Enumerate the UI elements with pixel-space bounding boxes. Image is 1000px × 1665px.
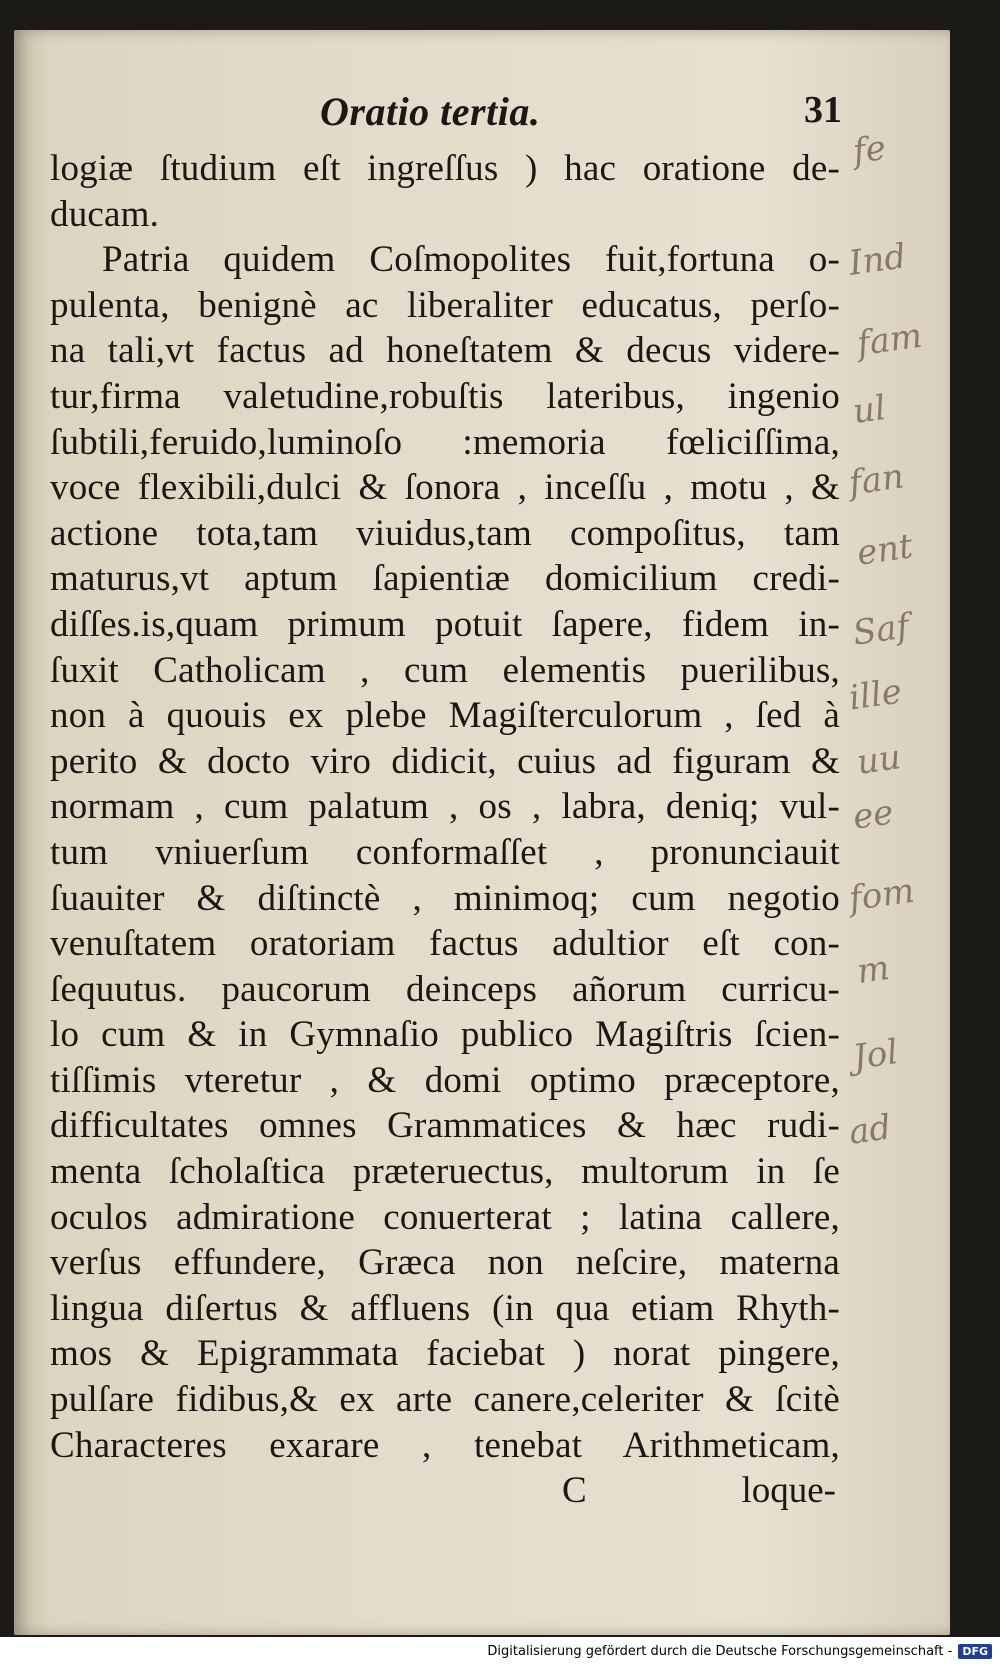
book-page (14, 30, 950, 1635)
marginal-note: fam (854, 315, 925, 365)
text-line: verſus effundere, Græca non neſcire, materna (50, 1242, 840, 1284)
text-line: tum vniuerſum conformaſſet , pronunciauit (50, 831, 840, 873)
marginal-note: ent (854, 526, 916, 574)
text-line: oculos admiratione conuerterat ; latina callere, (50, 1196, 840, 1238)
marginal-note: ille (846, 671, 905, 719)
text-line: pulenta, benignè ac liberaliter educatus, perſo- (50, 284, 840, 326)
body-text (50, 146, 840, 1468)
text-line: non à quouis ex plebe Magiſterculorum , ſed à (50, 695, 840, 737)
text-line: difficultates omnes Grammatices & hæc rudi- (50, 1105, 840, 1147)
text-line: normam , cum palatum , os , labra, deniq; vul- (50, 786, 840, 828)
text-line: na tali,vt factus ad honeſtatem & decus videre- (50, 330, 840, 372)
running-title: Oratio tertia. (320, 89, 541, 134)
page-number: 31 (804, 89, 842, 131)
marginal-note: Ind (846, 236, 909, 284)
text-line: lo cum & in Gymnaſio publico Magiſtris ſcien- (50, 1014, 840, 1056)
text-line: actione tota,tam viuidus,tam compoſitus, tam (50, 512, 840, 554)
text-line: venuſtatem oratoriam factus adultior eſt con- (50, 923, 840, 965)
marginal-note: ee (850, 792, 896, 838)
text-line: tiſſimis vteretur , & domi optimo præceptore, (50, 1059, 840, 1101)
text-line: perito & docto viro didicit, cuius ad figuram & (50, 740, 840, 782)
text-line: logiæ ſtudium eſt ingreſſus ) hac oratione de- (50, 148, 840, 189)
marginal-note: m (854, 947, 892, 993)
text-line: diſſes.is,quam primum potuit ſapere, fidem in- (50, 603, 840, 645)
text-line: ſequutus. paucorum deinceps añorum curricu- (50, 968, 840, 1010)
text-line: ducam. (50, 193, 160, 235)
marginal-note: Saf (850, 606, 912, 654)
text-line: menta ſcholaſtica præteruectus, multorum in ſe (50, 1151, 840, 1193)
marginal-note: fom (846, 870, 917, 920)
signature-line (50, 1468, 840, 1514)
dfg-logo: DFG (958, 1644, 992, 1659)
text-line: ſuauiter & diſtinctè , minimoq; cum negotio (50, 877, 840, 919)
handwritten-marginalia (846, 90, 959, 1190)
text-line: mos & Epigrammata faciebat ) norat pingere, (50, 1333, 840, 1375)
signature-mark: C (562, 1470, 587, 1512)
text-line: voce flexibili,dulci & ſonora , inceſſu , motu , & (50, 467, 840, 509)
marginal-note: Jol (850, 1032, 901, 1078)
text-line: lingua diſertus & affluens (in qua etiam Rhyth- (50, 1287, 840, 1329)
marginal-note: fan (846, 456, 907, 504)
credit-text: Digitalisierung gefördert durch die Deutsche Forschungsgemeinschaft - (487, 1643, 953, 1659)
catchword: loque- (741, 1470, 836, 1512)
running-head (50, 74, 840, 146)
text-line: ſuxit Catholicam , cum elementis puerilibus, (50, 649, 840, 691)
text-line: maturus,vt aptum ſapientiæ domicilium credi- (50, 558, 840, 600)
text-line: Characteres exarare , tenebat Arithmeticam, (50, 1424, 840, 1466)
marginal-note: ul (850, 387, 889, 433)
marginal-note: uu (854, 737, 904, 783)
marginal-note: ad (846, 1107, 894, 1153)
text-line: Patria quidem Coſmopolites fuit,fortuna o- (102, 239, 840, 281)
text-line: tur,firma valetudine,robuſtis lateribus, ingenio (50, 375, 840, 417)
marginal-note: fe (850, 127, 889, 173)
text-block (50, 74, 840, 1514)
digitization-credit-bar (0, 1637, 1000, 1665)
text-line: pulſare fidibus,& ex arte canere,celeriter & ſcitè (50, 1379, 840, 1421)
text-line: ſubtili,feruido,luminoſo :memoria fœliciſſima, (50, 421, 840, 463)
